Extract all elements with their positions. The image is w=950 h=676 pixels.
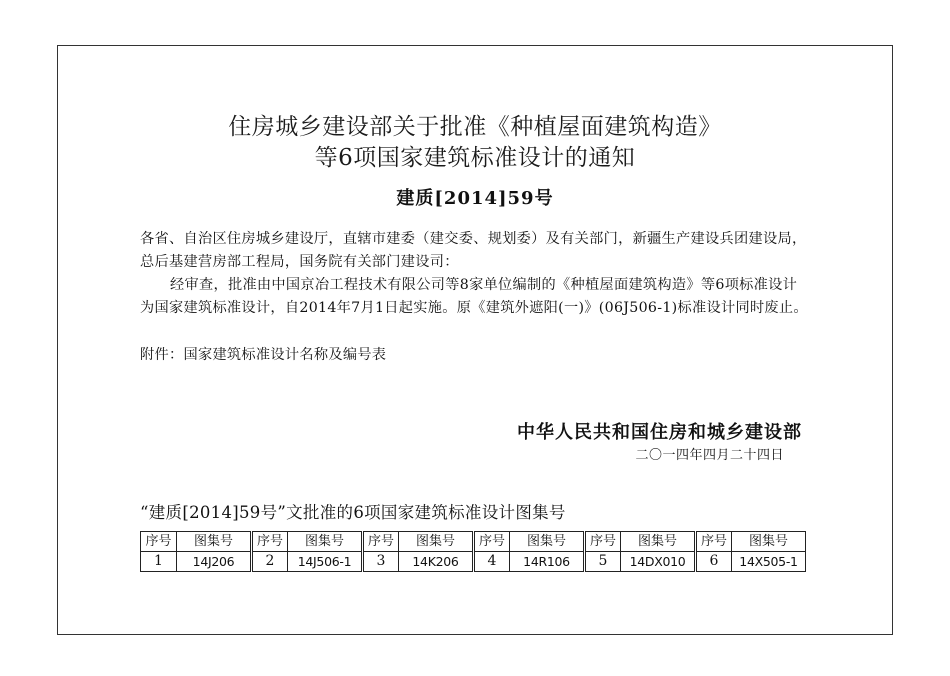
- header-seq: 序号: [585, 532, 621, 552]
- table-header-row: [141, 532, 806, 552]
- header-atlas: 图集号: [399, 532, 474, 552]
- atlas-code-cell: 14R106: [510, 552, 585, 572]
- atlas-code-cell: 14J506-1: [288, 552, 363, 572]
- atlas-code-cell: 14DX010: [621, 552, 696, 572]
- atlas-code-cell: 14K206: [399, 552, 474, 572]
- header-atlas: 图集号: [288, 532, 363, 552]
- header-atlas: 图集号: [621, 532, 696, 552]
- seq-cell: 4: [474, 552, 510, 572]
- header-seq: 序号: [696, 532, 732, 552]
- atlas-code-cell: 14J206: [177, 552, 252, 572]
- issue-date: 二〇一四年四月二十四日: [635, 448, 784, 463]
- seq-cell: 5: [585, 552, 621, 572]
- seq-cell: 1: [141, 552, 177, 572]
- seq-cell: 3: [363, 552, 399, 572]
- header-seq: 序号: [474, 532, 510, 552]
- atlas-code-cell: 14X505-1: [732, 552, 806, 572]
- seq-cell: 2: [252, 552, 288, 572]
- attachment-line: 附件：国家建筑标准设计名称及编号表: [140, 347, 387, 363]
- notice-title-line-2: 等6项国家建筑标准设计的通知: [314, 145, 636, 171]
- header-seq: 序号: [363, 532, 399, 552]
- header-atlas: 图集号: [732, 532, 806, 552]
- content-paragraph: 经审查，批准由中国京冶工程技术有限公司等8家单位编制的《种植屋面建筑构造》等6项标准设计为国家建筑标准设计，自2014年7月1日起实施。原《建筑外遮阳(一)》(06J506-1)标准设计同时废止。: [140, 277, 808, 316]
- header-atlas: 图集号: [177, 532, 252, 552]
- recipients-paragraph: 各省、自治区住房城乡建设厅，直辖市建委（建交委、规划委）及有关部门，新疆生产建设兵团建设局，总后基建营房部工程局，国务院有关部门建设司：: [140, 231, 807, 270]
- notice-title-line-1: 住房城乡建设部关于批准《种植屋面建筑构造》: [228, 114, 722, 140]
- seq-cell: 6: [696, 552, 732, 572]
- atlas-number-table: [140, 531, 806, 572]
- table-row: [141, 552, 806, 572]
- issuer-name: 中华人民共和国住房和城乡建设部: [517, 422, 802, 443]
- header-atlas: 图集号: [510, 532, 585, 552]
- table-caption: “建质[2014]59号”文批准的6项国家建筑标准设计图集号: [140, 503, 566, 522]
- header-seq: 序号: [141, 532, 177, 552]
- header-seq: 序号: [252, 532, 288, 552]
- document-number: 建质[2014]59号: [396, 188, 554, 209]
